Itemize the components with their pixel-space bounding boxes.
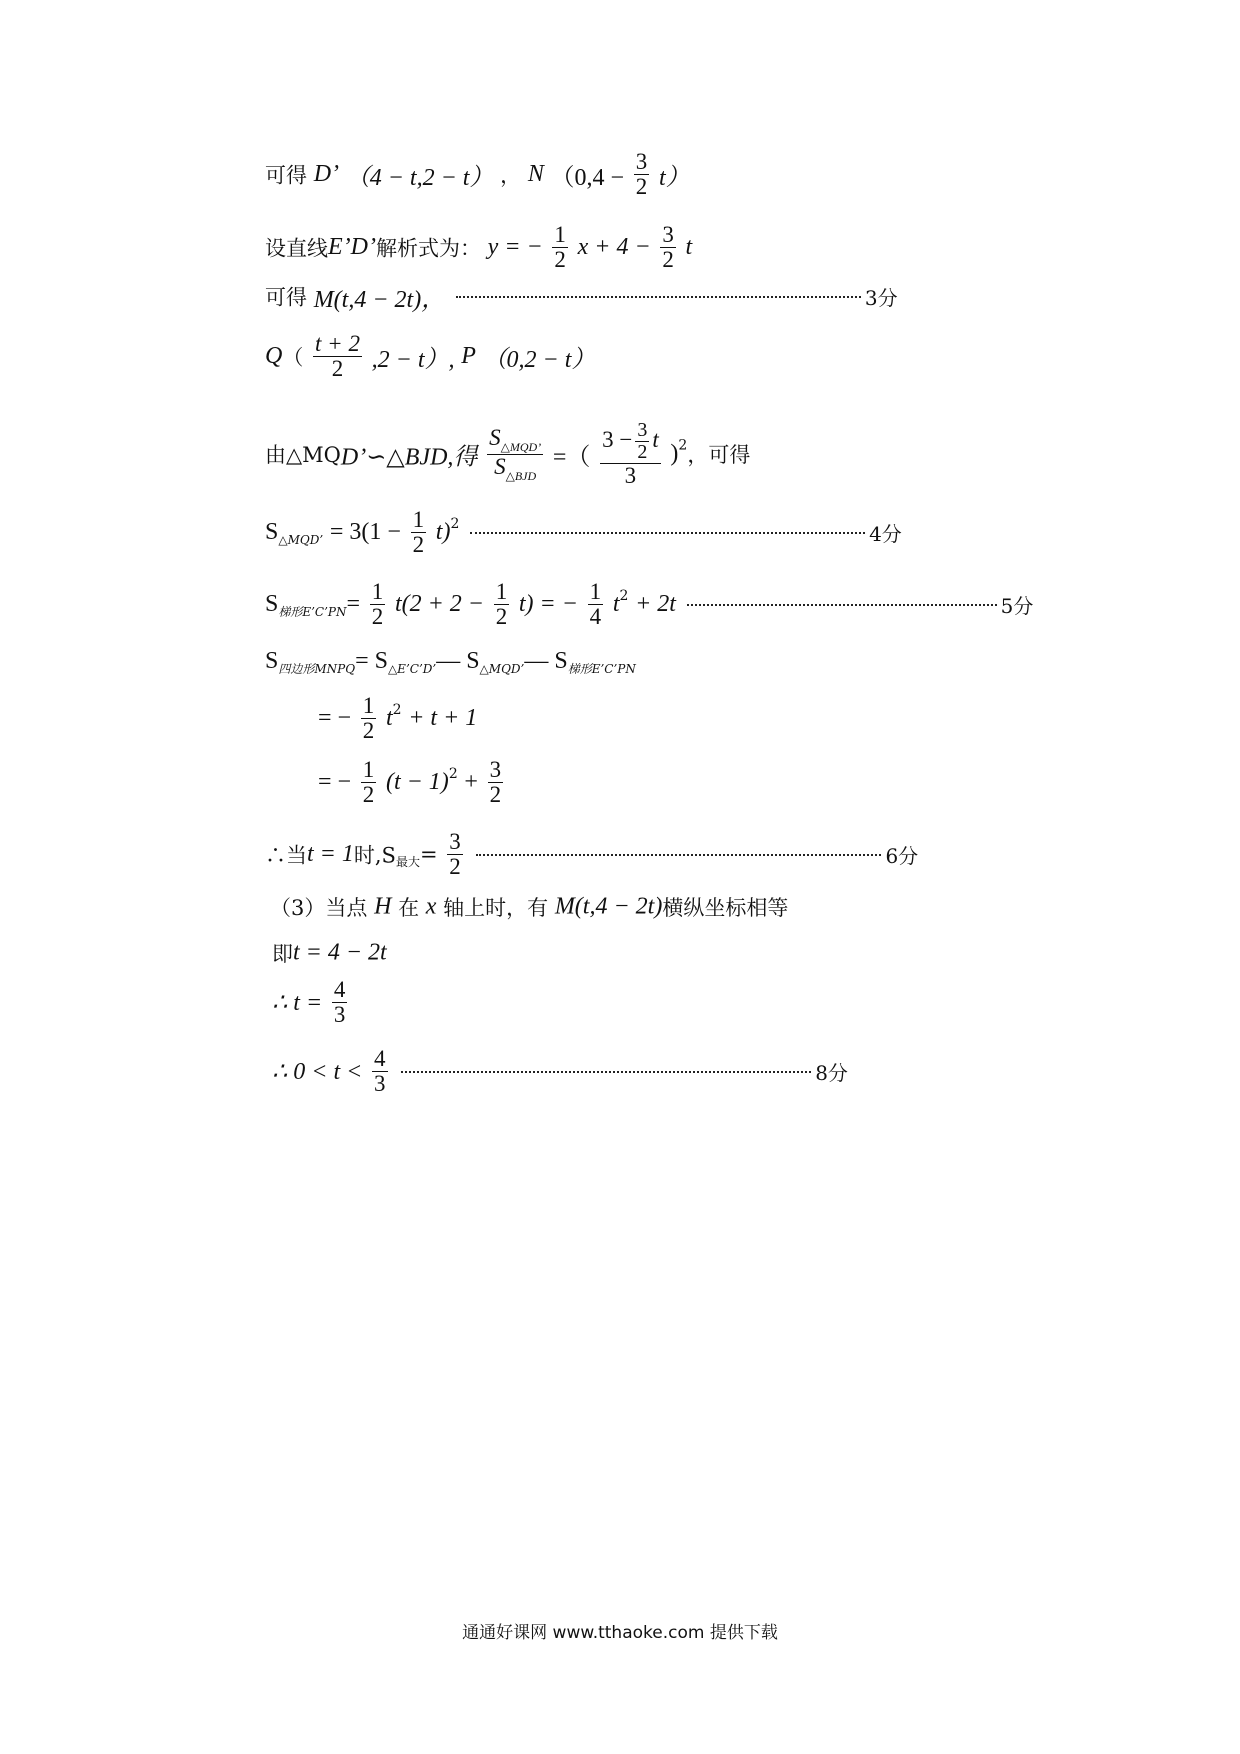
- score-label: 5分: [1000, 594, 1034, 619]
- denominator: 2: [662, 247, 674, 273]
- denominator: 3: [333, 1002, 346, 1028]
- exponent: 2: [619, 588, 629, 605]
- line-10: [318, 758, 506, 818]
- axis-label: x: [425, 893, 437, 920]
- point-label: P: [461, 343, 476, 370]
- coords: （0,2 − t）: [482, 347, 596, 374]
- denominator: 2: [449, 854, 461, 880]
- denominator: 2: [554, 247, 566, 273]
- denominator: 2: [331, 356, 344, 382]
- fraction: [494, 580, 510, 629]
- leader-dots: [470, 532, 865, 534]
- expression: ∴ t =: [272, 990, 323, 1017]
- numerator: 3: [637, 419, 648, 441]
- expression: = −: [318, 769, 352, 796]
- leader-dots: [476, 854, 881, 856]
- denominator: 2: [489, 782, 502, 808]
- denominator: 2: [495, 604, 508, 630]
- paren: （: [282, 345, 304, 370]
- fraction: [411, 508, 427, 557]
- equation: x + 4 −: [577, 234, 651, 261]
- denominator: 4: [589, 604, 602, 630]
- numerator: 1: [362, 693, 375, 718]
- point-label: N: [527, 161, 544, 188]
- numerator: 1: [589, 579, 602, 604]
- point-label: H: [374, 893, 392, 920]
- variable: t: [612, 591, 620, 618]
- numerator: 3: [449, 829, 461, 854]
- line-1: [265, 150, 690, 210]
- fraction: [660, 223, 676, 272]
- subscript: △BJD: [505, 468, 537, 483]
- point-label: D’: [313, 161, 340, 188]
- denominator: 2: [362, 718, 375, 744]
- exponent: 2: [450, 516, 460, 533]
- numerator: 3: [635, 149, 648, 174]
- numerator: 3 −: [602, 426, 633, 452]
- fraction: [370, 580, 386, 629]
- equation: y = −: [487, 234, 543, 261]
- expression: + 2t: [635, 591, 676, 618]
- area-ratio-fraction: [487, 426, 543, 482]
- line-label: E’D’: [328, 234, 376, 261]
- denominator: 2: [362, 782, 375, 808]
- text: 设直线: [265, 236, 328, 261]
- line-11: [265, 830, 918, 890]
- subscript: △MQD’: [479, 662, 525, 676]
- expression: M(t,4 − 2t)，: [313, 287, 446, 313]
- subscript: 四边形MNPQ: [278, 662, 356, 676]
- expression: M(t,4 − 2t): [554, 893, 663, 920]
- text: （3）当点: [270, 896, 368, 920]
- fraction: [588, 580, 604, 629]
- subscript: 最大: [395, 855, 420, 870]
- area-symbol: S: [265, 591, 279, 618]
- numerator: 1: [554, 222, 566, 247]
- text: ，可得: [687, 443, 751, 468]
- denominator: 3: [624, 463, 637, 488]
- area-symbol: S: [265, 648, 279, 674]
- score-label: 6分: [885, 844, 919, 869]
- denominator: 2: [635, 174, 648, 200]
- subscript: △E’C’D’: [387, 662, 437, 676]
- numerator: 3: [489, 757, 502, 782]
- score-label: 4分: [869, 522, 902, 547]
- equals: =（: [552, 444, 591, 471]
- minus: — S: [524, 648, 568, 674]
- exponent: 2: [448, 766, 458, 783]
- subscript: 梯形E’C’PN: [567, 662, 636, 676]
- line-6: [265, 508, 902, 568]
- text: 轴上时，有: [443, 896, 549, 920]
- fraction: [361, 694, 377, 743]
- similarity: D’∽△BJD,得: [340, 444, 478, 471]
- denominator: 2: [412, 532, 425, 558]
- line-8: [265, 648, 636, 688]
- denominator: S: [494, 453, 506, 479]
- text: 解析式为：: [375, 236, 481, 261]
- coords: （4 − t,2 − t）: [345, 165, 494, 192]
- leader-dots: [687, 604, 997, 606]
- denominator: 2: [637, 441, 648, 463]
- line-14: [272, 978, 350, 1038]
- fraction: [635, 420, 649, 463]
- line-3: [265, 279, 898, 339]
- line-5: [265, 420, 750, 500]
- fraction: [361, 758, 377, 807]
- point-label: Q: [265, 343, 283, 370]
- line-9: [318, 694, 477, 754]
- line-4: [265, 332, 595, 392]
- expression: t) = −: [518, 591, 578, 618]
- fraction: [488, 758, 504, 807]
- coords: ,2 − t）,: [371, 347, 455, 374]
- text: ∴当: [265, 843, 307, 868]
- line-2: [265, 223, 692, 283]
- equals: =: [346, 591, 361, 618]
- line-13: [272, 938, 387, 982]
- denominator: 3: [374, 1071, 386, 1097]
- area-symbol: S: [265, 519, 279, 546]
- expression: t): [435, 519, 451, 546]
- line-15: [272, 1047, 848, 1107]
- subscript: △MQD’: [500, 439, 542, 454]
- fraction: [634, 150, 650, 199]
- text: 在: [398, 896, 420, 920]
- leader-dots: [401, 1071, 811, 1073]
- text: 即: [272, 942, 293, 966]
- expression: (t − 1): [385, 769, 449, 796]
- text: 横纵坐标相等: [662, 896, 789, 920]
- equation: t = 1: [307, 841, 354, 868]
- line-12: [270, 892, 788, 936]
- numerator: 4: [374, 1046, 386, 1071]
- equals: = S: [355, 648, 388, 674]
- exponent: 2: [678, 437, 688, 454]
- exponent: 2: [392, 702, 402, 719]
- expression: ∴ 0 < t <: [272, 1059, 363, 1086]
- text: 可得: [265, 163, 307, 188]
- line-7: [265, 580, 1033, 640]
- variable: t: [652, 426, 659, 452]
- numerator: 3: [662, 222, 674, 247]
- minus: — S: [436, 648, 480, 674]
- coords: （0,4 −: [550, 165, 625, 192]
- leader-dots: [456, 296, 861, 298]
- numerator: 1: [371, 579, 384, 604]
- fraction: [313, 332, 362, 381]
- text: 可得: [265, 285, 307, 310]
- score-label: 3分: [864, 286, 898, 310]
- text: 由△MQ: [265, 443, 341, 468]
- denominator: 2: [371, 604, 384, 630]
- numerator: 1: [412, 507, 425, 532]
- expression: t(2 + 2 −: [394, 591, 484, 618]
- fraction: [552, 223, 568, 272]
- numerator: 4: [333, 977, 346, 1002]
- subscript: △MQD’: [278, 533, 324, 548]
- page-footer: 通通好课网 www.tthaoke.com 提供下载: [462, 1623, 778, 1643]
- text: 时,S: [353, 843, 396, 868]
- compound-fraction: [600, 420, 661, 488]
- fraction: [372, 1047, 388, 1096]
- fraction: [447, 830, 463, 879]
- plus: +: [464, 769, 478, 796]
- expression: + t + 1: [408, 705, 478, 732]
- fraction: [332, 978, 348, 1027]
- numerator: t + 2: [315, 331, 360, 356]
- expression: = −: [318, 705, 352, 732]
- separator: ，: [500, 163, 522, 188]
- coords: t）: [658, 165, 690, 192]
- paren: ): [670, 440, 679, 467]
- equals: =: [419, 842, 438, 867]
- score-label: 8分: [815, 1061, 848, 1086]
- numerator: 1: [495, 579, 508, 604]
- expression: = 3(1 −: [329, 519, 401, 546]
- variable: t: [385, 705, 393, 732]
- equation: t: [685, 234, 693, 261]
- equation: t = 4 − 2t: [293, 939, 387, 966]
- subscript: 梯形E’C’PN: [278, 605, 347, 620]
- numerator: S: [489, 424, 501, 450]
- numerator: 1: [362, 757, 375, 782]
